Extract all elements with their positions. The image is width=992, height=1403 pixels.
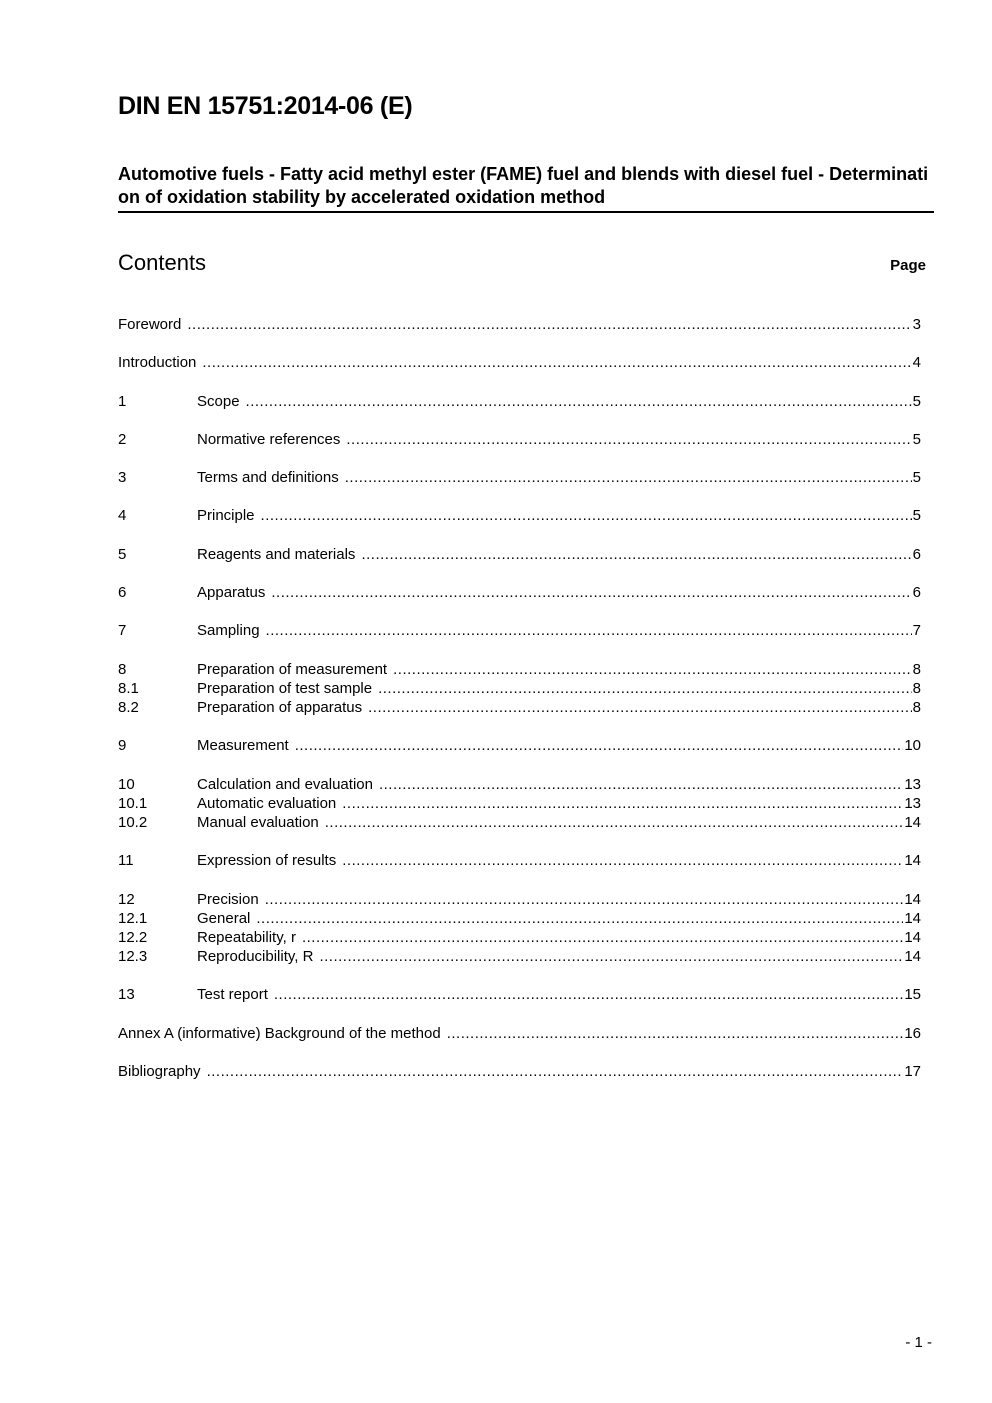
toc-entry-12-1[interactable] bbox=[118, 909, 921, 928]
toc-entry-page: 14 bbox=[904, 852, 921, 869]
toc-entry-page: 17 bbox=[904, 1063, 921, 1080]
toc-entry-title: Expression of results bbox=[197, 852, 337, 869]
toc-entry-page: 10 bbox=[904, 737, 921, 754]
toc-entry-9[interactable] bbox=[118, 736, 921, 755]
toc-entry-title: Test report bbox=[197, 986, 268, 1003]
toc-entry-number: 12.3 bbox=[118, 948, 148, 965]
toc-leader-dots bbox=[274, 985, 903, 1004]
document-title: DIN EN 15751:2014-06 (E) bbox=[118, 92, 413, 120]
toc-leader-dots bbox=[447, 1024, 904, 1043]
toc-entry-number: 1 bbox=[118, 393, 127, 410]
toc-entry-title: Preparation of apparatus bbox=[197, 699, 363, 716]
toc-entry-number: 5 bbox=[118, 546, 127, 563]
toc-entry-number: 12.1 bbox=[118, 910, 148, 927]
toc-entry-number: 8 bbox=[118, 661, 127, 678]
toc-entry-number: 9 bbox=[118, 737, 127, 754]
toc-entry-number: 13 bbox=[118, 986, 135, 1003]
toc-entry-number: 12 bbox=[118, 891, 135, 908]
contents-heading: Contents bbox=[118, 250, 207, 275]
toc-entry-10[interactable] bbox=[118, 775, 921, 794]
toc-entry-5[interactable] bbox=[118, 545, 921, 564]
toc-entry-13[interactable] bbox=[118, 985, 921, 1004]
toc-entry-title: Reproducibility, R bbox=[197, 948, 314, 965]
toc-entry-8-2[interactable] bbox=[118, 698, 921, 717]
toc-entry-number: 7 bbox=[118, 622, 127, 639]
toc-entry-12-3[interactable] bbox=[118, 947, 921, 966]
toc-leader-dots bbox=[393, 660, 912, 679]
toc-entry-annex-a[interactable] bbox=[118, 1024, 921, 1043]
toc-entry-7[interactable] bbox=[118, 621, 921, 640]
toc-entry-4[interactable] bbox=[118, 506, 921, 525]
toc-leader-dots bbox=[261, 506, 912, 525]
toc-entry-page: 13 bbox=[904, 776, 921, 793]
toc-entry-title: Sampling bbox=[197, 622, 260, 639]
toc-leader-dots bbox=[187, 315, 911, 334]
toc-entry-page: 7 bbox=[912, 622, 921, 639]
toc-leader-dots bbox=[256, 909, 903, 928]
toc-entry-3[interactable] bbox=[118, 468, 921, 487]
toc-entry-8[interactable] bbox=[118, 660, 921, 679]
toc-entry-1[interactable] bbox=[118, 392, 921, 411]
toc-entry-title: Foreword bbox=[118, 316, 182, 333]
page-number: - 1 - bbox=[905, 1334, 932, 1351]
toc-entry-6[interactable] bbox=[118, 583, 921, 602]
toc-entry-number: 12.2 bbox=[118, 929, 148, 946]
toc-entry-page: 3 bbox=[912, 316, 921, 333]
toc-entry-bibliography[interactable] bbox=[118, 1062, 921, 1081]
toc-entry-page: 6 bbox=[912, 546, 921, 563]
toc-entry-page: 14 bbox=[904, 910, 921, 927]
toc-entry-title: Repeatability, r bbox=[197, 929, 296, 946]
toc-entry-10-2[interactable] bbox=[118, 813, 921, 832]
toc-leader-dots bbox=[202, 353, 911, 372]
toc-entry-title: Normative references bbox=[197, 431, 341, 448]
toc-entry-number: 4 bbox=[118, 507, 127, 524]
document-subtitle: Automotive fuels - Fatty acid methyl ester (FAME) fuel and blends with diesel fuel - Determination of oxidation stability by accelerated oxidation method bbox=[118, 163, 934, 213]
toc-leader-dots bbox=[342, 794, 903, 813]
toc-entry-page: 6 bbox=[912, 584, 921, 601]
toc-entry-page: 14 bbox=[904, 891, 921, 908]
toc-leader-dots bbox=[378, 679, 912, 698]
toc-leader-dots bbox=[295, 736, 904, 755]
toc-entry-page: 15 bbox=[904, 986, 921, 1003]
toc-entry-title: Bibliography bbox=[118, 1063, 201, 1080]
toc-entry-title: Annex A (informative) Background of the method bbox=[118, 1025, 441, 1042]
toc-entry-title: Preparation of test sample bbox=[197, 680, 373, 697]
toc-entry-page: 14 bbox=[904, 929, 921, 946]
toc-entry-title: Principle bbox=[197, 507, 255, 524]
toc-entry-title: Scope bbox=[197, 393, 240, 410]
toc-leader-dots bbox=[271, 583, 911, 602]
toc-entry-foreword[interactable] bbox=[118, 315, 921, 334]
toc-entry-number: 8.1 bbox=[118, 680, 139, 697]
toc-entry-title: Calculation and evaluation bbox=[197, 776, 373, 793]
toc-leader-dots bbox=[266, 621, 912, 640]
toc-entry-page: 14 bbox=[904, 948, 921, 965]
toc-leader-dots bbox=[345, 468, 912, 487]
toc-entry-page: 14 bbox=[904, 814, 921, 831]
toc-entry-number: 6 bbox=[118, 584, 127, 601]
toc-entry-title: Introduction bbox=[118, 354, 197, 371]
toc-entry-page: 5 bbox=[912, 393, 921, 410]
toc-entry-title: Apparatus bbox=[197, 584, 266, 601]
toc-entry-8-1[interactable] bbox=[118, 679, 921, 698]
toc-entry-title: Measurement bbox=[197, 737, 289, 754]
toc-leader-dots bbox=[361, 545, 911, 564]
toc-leader-dots bbox=[325, 813, 904, 832]
toc-entry-page: 5 bbox=[912, 507, 921, 524]
toc-leader-dots bbox=[319, 947, 903, 966]
toc-entry-title: Preparation of measurement bbox=[197, 661, 388, 678]
toc-entry-number: 8.2 bbox=[118, 699, 139, 716]
toc-entry-page: 5 bbox=[912, 469, 921, 486]
toc-entry-introduction[interactable] bbox=[118, 353, 921, 372]
page-column-heading: Page bbox=[890, 257, 926, 274]
toc-entry-page: 8 bbox=[912, 680, 921, 697]
toc-entry-number: 3 bbox=[118, 469, 127, 486]
toc-leader-dots bbox=[346, 430, 911, 449]
toc-entry-page: 4 bbox=[912, 354, 921, 371]
toc-leader-dots bbox=[265, 890, 904, 909]
toc-leader-dots bbox=[379, 775, 903, 794]
toc-entry-page: 8 bbox=[912, 699, 921, 716]
toc-entry-page: 8 bbox=[912, 661, 921, 678]
toc-entry-12[interactable] bbox=[118, 890, 921, 909]
toc-entry-page: 5 bbox=[912, 431, 921, 448]
toc-entry-12-2[interactable] bbox=[118, 928, 921, 947]
toc-entry-10-1[interactable] bbox=[118, 794, 921, 813]
toc-entry-title: Precision bbox=[197, 891, 259, 908]
toc-entry-11[interactable] bbox=[118, 851, 921, 870]
toc-entry-2[interactable] bbox=[118, 430, 921, 449]
toc-entry-title: Automatic evaluation bbox=[197, 795, 337, 812]
toc-entry-number: 10.1 bbox=[118, 795, 148, 812]
toc-entry-title: Reagents and materials bbox=[197, 546, 356, 563]
toc-leader-dots bbox=[246, 392, 912, 411]
toc-entry-title: Terms and definitions bbox=[197, 469, 339, 486]
toc-entry-number: 2 bbox=[118, 431, 127, 448]
toc-leader-dots bbox=[342, 851, 903, 870]
toc-leader-dots bbox=[302, 928, 903, 947]
toc-leader-dots bbox=[368, 698, 912, 717]
toc-entry-number: 10 bbox=[118, 776, 135, 793]
toc-entry-number: 10.2 bbox=[118, 814, 148, 831]
toc-entry-title: General bbox=[197, 910, 251, 927]
toc-leader-dots bbox=[207, 1062, 904, 1081]
toc-entry-number: 11 bbox=[118, 852, 134, 869]
toc-entry-title: Manual evaluation bbox=[197, 814, 319, 831]
toc-entry-page: 16 bbox=[904, 1025, 921, 1042]
toc-entry-page: 13 bbox=[904, 795, 921, 812]
